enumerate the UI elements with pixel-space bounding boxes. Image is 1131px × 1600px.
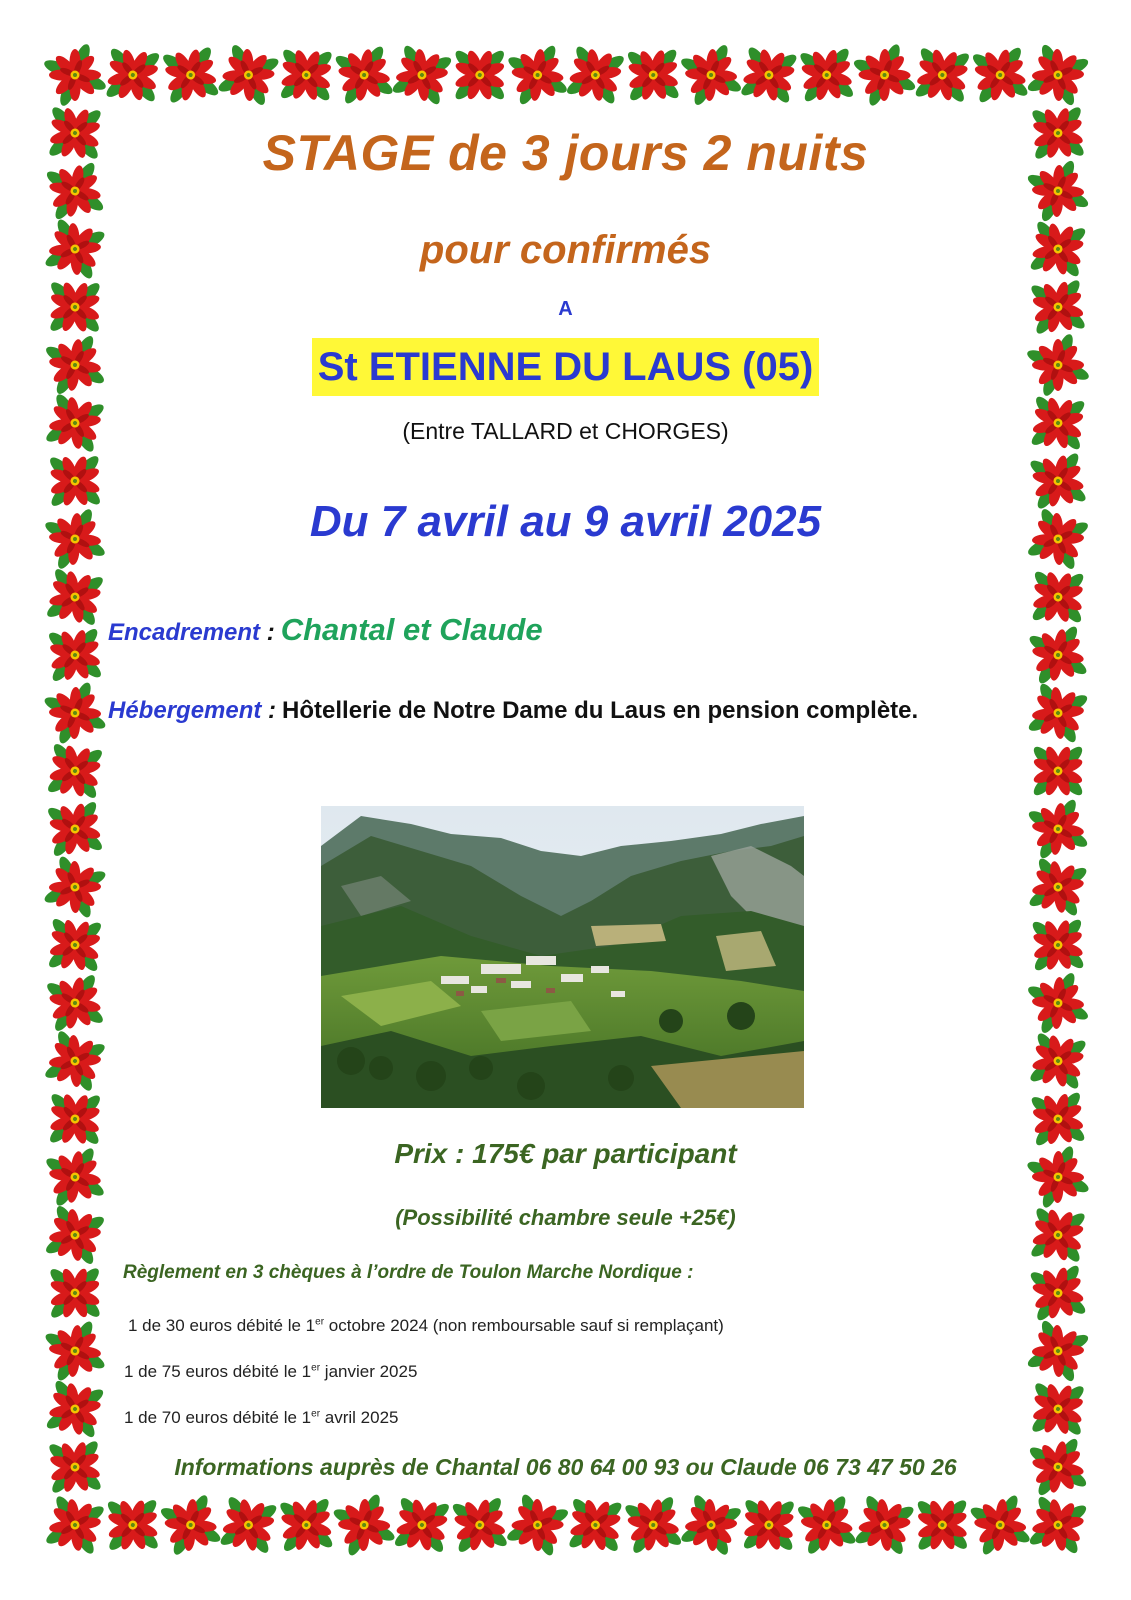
poinsettia-icon [501,38,574,111]
poinsettia-icon [265,1484,348,1567]
poinsettia-icon [29,1189,121,1281]
poinsettia-icon [1023,968,1093,1038]
poinsettia-icon [1013,1016,1104,1107]
supervision-label: Encadrement [108,619,261,646]
poinsettia-icon [1014,553,1102,641]
poinsettia-icon [330,1491,398,1559]
poinsettia-icon [437,32,523,118]
lodging-label: Hébergement [108,697,262,724]
installment-2-date: janvier 2025 [320,1362,418,1381]
poinsettia-icon [29,1015,122,1108]
installment-2 [124,1362,417,1382]
poinsettia-icon [723,30,814,121]
poinsettia-icon [151,36,230,115]
poinsettia-icon [725,1481,812,1568]
poinsettia-icon [440,1485,520,1565]
poinsettia-icon [29,551,120,642]
supervision-row [108,612,543,648]
poinsettia-icon [611,33,695,117]
poinsettia-icon [1013,1190,1103,1280]
poinsettia-icon [32,1250,118,1336]
poinsettia-icon [491,1479,584,1572]
contact-info: Informations auprès de Chantal 06 80 64 00 93 ou Claude 06 73 47 50 26 [174,1454,957,1480]
place-name: St ETIENNE DU LAUS (05) [312,338,820,396]
poinsettia-icon [203,1479,294,1570]
poinsettia-icon [960,35,1040,115]
supervision-separator: : [260,619,275,646]
installment-3-date: avril 2025 [320,1408,399,1427]
poinsettia-icon [614,1486,692,1564]
poinsettia-icon [1016,903,1100,987]
installment-3-ordinal: er [311,1408,321,1420]
single-room-note: (Possibilité chambre seule +25€) [395,1205,736,1230]
poinsettia-icon [326,37,402,113]
lodging-value: Hôtellerie de Notre Dame du Laus en pension complète. [282,697,919,724]
supervision-value: Chantal et Claude [280,612,543,647]
poinsettia-icon [30,726,120,816]
poinsettia-icon [29,1363,120,1454]
poinsettia-icon [1020,617,1096,693]
poinsettia-icon [838,1479,930,1571]
poinsettia-icon [1012,1305,1105,1398]
installment-2-ordinal: er [311,1362,321,1374]
installment-3-text: 1 de 70 euros débité le 1 [124,1408,312,1427]
poinsettia-icon [88,30,177,119]
poinsettia-icon [36,964,114,1042]
installment-1-date: octobre 2024 (non remboursable sauf si remplaçant) [324,1316,724,1335]
poinsettia-icon [1012,29,1105,122]
poinsettia-icon [41,679,109,747]
poinsettia-icon [29,841,122,934]
poinsettia-icon [42,42,108,108]
region-note: (Entre TALLARD et CHORGES) [402,418,729,444]
lodging-separator: : [261,697,277,724]
poinsettia-icon [39,1315,111,1387]
poinsettia-icon [1021,792,1094,865]
poinsettia-icon [31,901,120,990]
payment-terms: Règlement en 3 chèques à l’ordre de Toulon Marche Nordique : [123,1262,694,1283]
page-subtitle: pour confirmés [419,228,712,272]
poinsettia-icon [155,1489,226,1560]
event-dates: Du 7 avril au 9 avril 2025 [309,497,822,546]
installment-1 [128,1316,724,1336]
price-line: Prix : 175€ par participant [394,1138,737,1169]
poinsettia-icon [202,29,295,122]
poinsettia-icon [90,1483,175,1568]
poinsettia-icon [1018,1253,1098,1333]
preposition-label: A [558,298,573,320]
lodging-row [108,697,918,725]
poinsettia-icon [1012,1479,1103,1570]
installment-1-ordinal: er [315,1316,325,1328]
poinsettia-icon [676,40,746,110]
poinsettia-icon [1012,667,1104,759]
poinsettia-icon [551,1481,640,1570]
poinsettia-icon [900,1482,986,1568]
poinsettia-icon [29,1479,121,1571]
installment-1-text: 1 de 30 euros débité le 1 [128,1316,316,1335]
place-banner [0,338,1131,396]
poinsettia-icon [789,1487,864,1562]
poinsettia-icon [1012,841,1104,933]
poinsettia-icon [376,29,468,121]
poinsettia-icon [851,42,918,109]
poinsettia-icon [665,1479,758,1572]
page-title: STAGE de 3 jours 2 nuits [262,125,869,181]
installment-2-text: 1 de 75 euros débité le 1 [124,1362,312,1381]
poinsettia-icon [35,789,115,869]
poinsettia-icon [1015,728,1101,814]
poinsettia-icon [1014,1365,1102,1453]
poinsettia-icon [786,34,868,116]
poinsettia-icon [964,1489,1036,1561]
poinsettia-icon [377,1480,467,1570]
poinsettia-icon [262,31,350,119]
poinsettia-icon [550,29,642,121]
poinsettia-icon [34,614,117,697]
valley-village-photo [321,806,804,1108]
poinsettia-icon [897,30,987,120]
installment-3 [124,1408,399,1428]
